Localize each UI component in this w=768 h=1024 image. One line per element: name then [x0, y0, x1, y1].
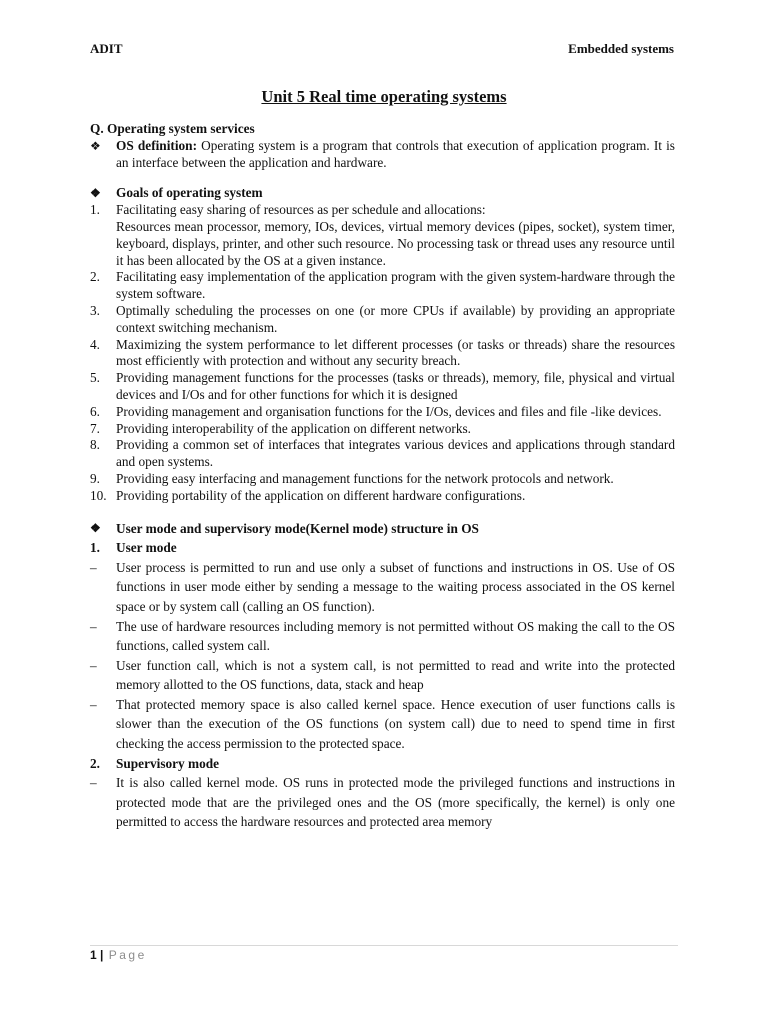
list-item: – User process is permitted to run and use only a subset of functions and instructions in OS. Use of OS functions in user mode either by sending a message to the waiting process associated in the OS kernel space or by system call (calling an OS function). [90, 558, 675, 617]
user-mode-heading: 1. User mode [90, 540, 177, 556]
question-heading: Q. Operating system services [90, 121, 255, 136]
modes-heading: ❖ User mode and supervisory mode(Kernel mode) structure in OS [90, 519, 675, 539]
list-item: 4. Maximizing the system performance to let different processes (or tasks or threads) share the resources most efficiently with protection and without any security breach. [90, 336, 675, 369]
diamond-bullet-icon: ❖ [90, 520, 101, 535]
list-item: 2. Facilitating easy implementation of the application program with the given system-hardware through the system software. [90, 269, 675, 302]
page-label: Page [108, 948, 147, 962]
list-item-detail: Resources mean processor, memory, IOs, devices, virtual memory devices (pipes, socket), system timer, keyboard, displays, printer, and other such resource. No processing task or thread uses any resource until it has been allocated by the OS at a given instance. [116, 218, 675, 268]
list-item: – The use of hardware resources including memory is not permitted without OS making the call to the OS functions, called system call. [90, 617, 675, 656]
list-item: 5. Providing management functions for the processes (tasks or threads), memory, file, physical and virtual devices and I/Os and for other functions for which it is designed [90, 370, 675, 402]
page-title: Unit 5 Real time operating systems [261, 87, 507, 106]
list-item: 8. Providing a common set of interfaces that integrates various devices and applications through standard and open systems. [90, 437, 675, 470]
dash-bullet-icon: – [90, 657, 97, 673]
list-item: 1. Facilitating easy sharing of resources as per schedule and allocations: Resources mean processor, memory, IOs, devices, virtual memory devices (pipes, socket), system timer, keyboard, displays, printer, and other such resource. No processing task or thread uses any resource until it has been allocated by the OS at a given instance. [90, 202, 675, 268]
os-definition-label: OS definition: [116, 137, 197, 153]
goals-heading: ❖ Goals of operating system [90, 185, 263, 201]
page-number: 1 [90, 948, 97, 962]
diamond-bullet-icon: ❖ [90, 138, 101, 153]
supervisory-mode-heading: 2. Supervisory mode [90, 755, 220, 771]
list-item: 3. Optimally scheduling the processes on one (or more CPUs if available) by providing an appropriate context switching mechanism. [90, 302, 675, 335]
list-item: – It is also called kernel mode. OS runs in protected mode the privileged functions and instructions in protected mode that are the privileged ones and the OS (more specifically, the kernel) is only one permitted to access the hardware resources and protected area memory [90, 773, 675, 832]
dash-bullet-icon: – [90, 696, 97, 712]
list-item: – User function call, which is not a system call, is not permitted to read and write into the protected memory allotted to the OS functions, data, stack and heap [90, 656, 675, 695]
os-definition-text: Operating system is a program that controls that execution of application program. It is an interface between the application and hardware. [116, 137, 675, 170]
footer-divider [90, 945, 678, 946]
footer-separator: | [100, 948, 104, 962]
list-item: 7. Providing interoperability of the application on different networks. [90, 420, 471, 436]
dash-bullet-icon: – [90, 559, 97, 575]
header-left: ADIT [90, 41, 123, 56]
list-item: 9. Providing easy interfacing and management functions for the network protocols and network. [90, 470, 614, 486]
dash-bullet-icon: – [90, 775, 97, 791]
page-footer [90, 948, 147, 962]
list-item: 6. Providing management and organisation functions for the I/Os, devices and files and file -like devices. [90, 403, 662, 419]
list-item: 10. Providing portability of the application on different hardware configurations. [90, 487, 526, 503]
diamond-bullet-icon: ❖ [90, 186, 101, 201]
dash-bullet-icon: – [90, 618, 97, 634]
list-item: – That protected memory space is also called kernel space. Hence execution of user functions calls is slower than the execution of the OS functions (on system call) due to need to spend time in first checking the access permission to the protected space. [90, 695, 675, 754]
os-definition [90, 138, 675, 172]
document-body [90, 121, 675, 832]
header-right: Embedded systems [568, 41, 674, 56]
